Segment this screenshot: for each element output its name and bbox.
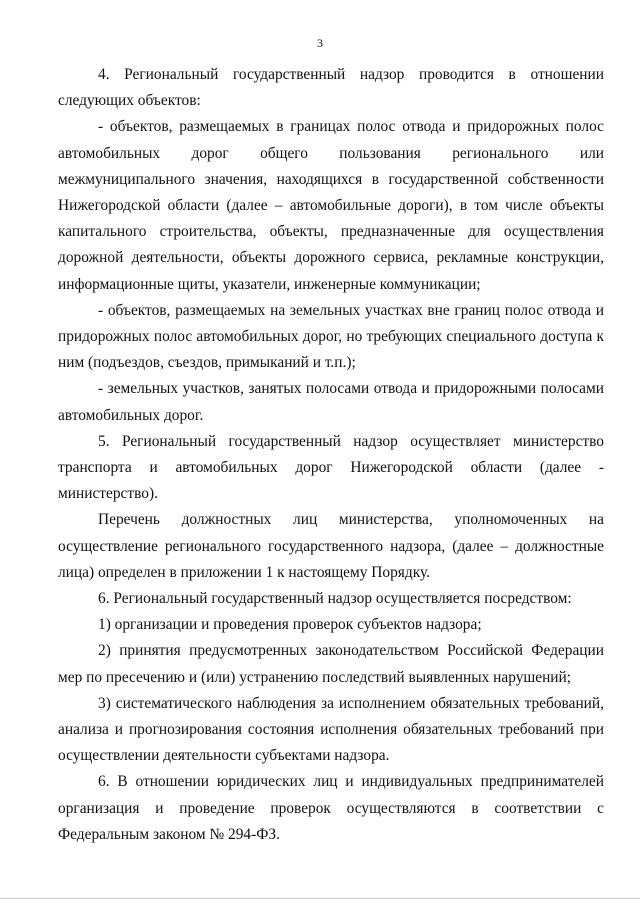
page-number: 3 <box>317 36 323 50</box>
paragraph-means-1: 1) организации и проведения проверок субъектов надзора; <box>98 616 482 634</box>
paragraph-item-6-inspections: 6. В отношении юридических лиц и индивидуальных предпринимателей организация и проведение проверок осуществляются в соответствии с Федеральным законом № 294-ФЗ. <box>58 773 604 843</box>
paragraph-officials-list: Перечень должностных лиц министерства, уполномоченных на осуществление регионального государственного надзора, (далее – должностные лица) определен в приложении 1 к настоящему Порядку. <box>58 511 604 581</box>
paragraph-objects-in-right-of-way: - объектов, размещаемых в границах полос отвода и придорожных полос автомобильных дорог общего пользования регионального или межмуниципального значения, находящихся в государственной собственности Нижегородской области (далее – автомобильные дороги), в том числе объекты капитального строительства, объекты, предназначенные для осуществления дорожной деятельности, объекты дорожного сервиса, рекламные конструкции, информационные щиты, указатели, инженерные коммуникации; <box>58 118 604 293</box>
paragraph-land-plots: - земельных участков, занятых полосами отвода и придорожными полосами автомобильных дорог. <box>58 380 604 424</box>
paragraph-means-2: 2) принятия предусмотренных законодательством Российской Федерации мер по пресечению и (или) устранению последствий выявленных нарушений; <box>58 642 604 686</box>
paragraph-objects-outside-right-of-way: - объектов, размещаемых на земельных участках вне границ полос отвода и придорожных полос автомобильных дорог, но требующих специального доступа к ним (подъездов, съездов, примыканий и т.п.); <box>58 301 604 372</box>
paragraph-item-4: 4. Региональный государственный надзор проводится в отношении следующих объектов: <box>58 66 604 110</box>
paragraph-item-6-means: 6. Региональный государственный надзор осуществляется посредством: <box>98 590 572 608</box>
paragraph-item-5: 5. Региональный государственный надзор осуществляет министерство транспорта и автомобильных дорог Нижегородской области (далее - министерство). <box>58 432 604 503</box>
paragraph-means-3: 3) систематического наблюдения за исполнением обязательных требований, анализа и прогнозирования состояния исполнения обязательных требований при осуществлении деятельности субъектами надзора. <box>58 694 604 765</box>
document-body <box>58 62 604 848</box>
scan-edge-line <box>0 898 640 899</box>
